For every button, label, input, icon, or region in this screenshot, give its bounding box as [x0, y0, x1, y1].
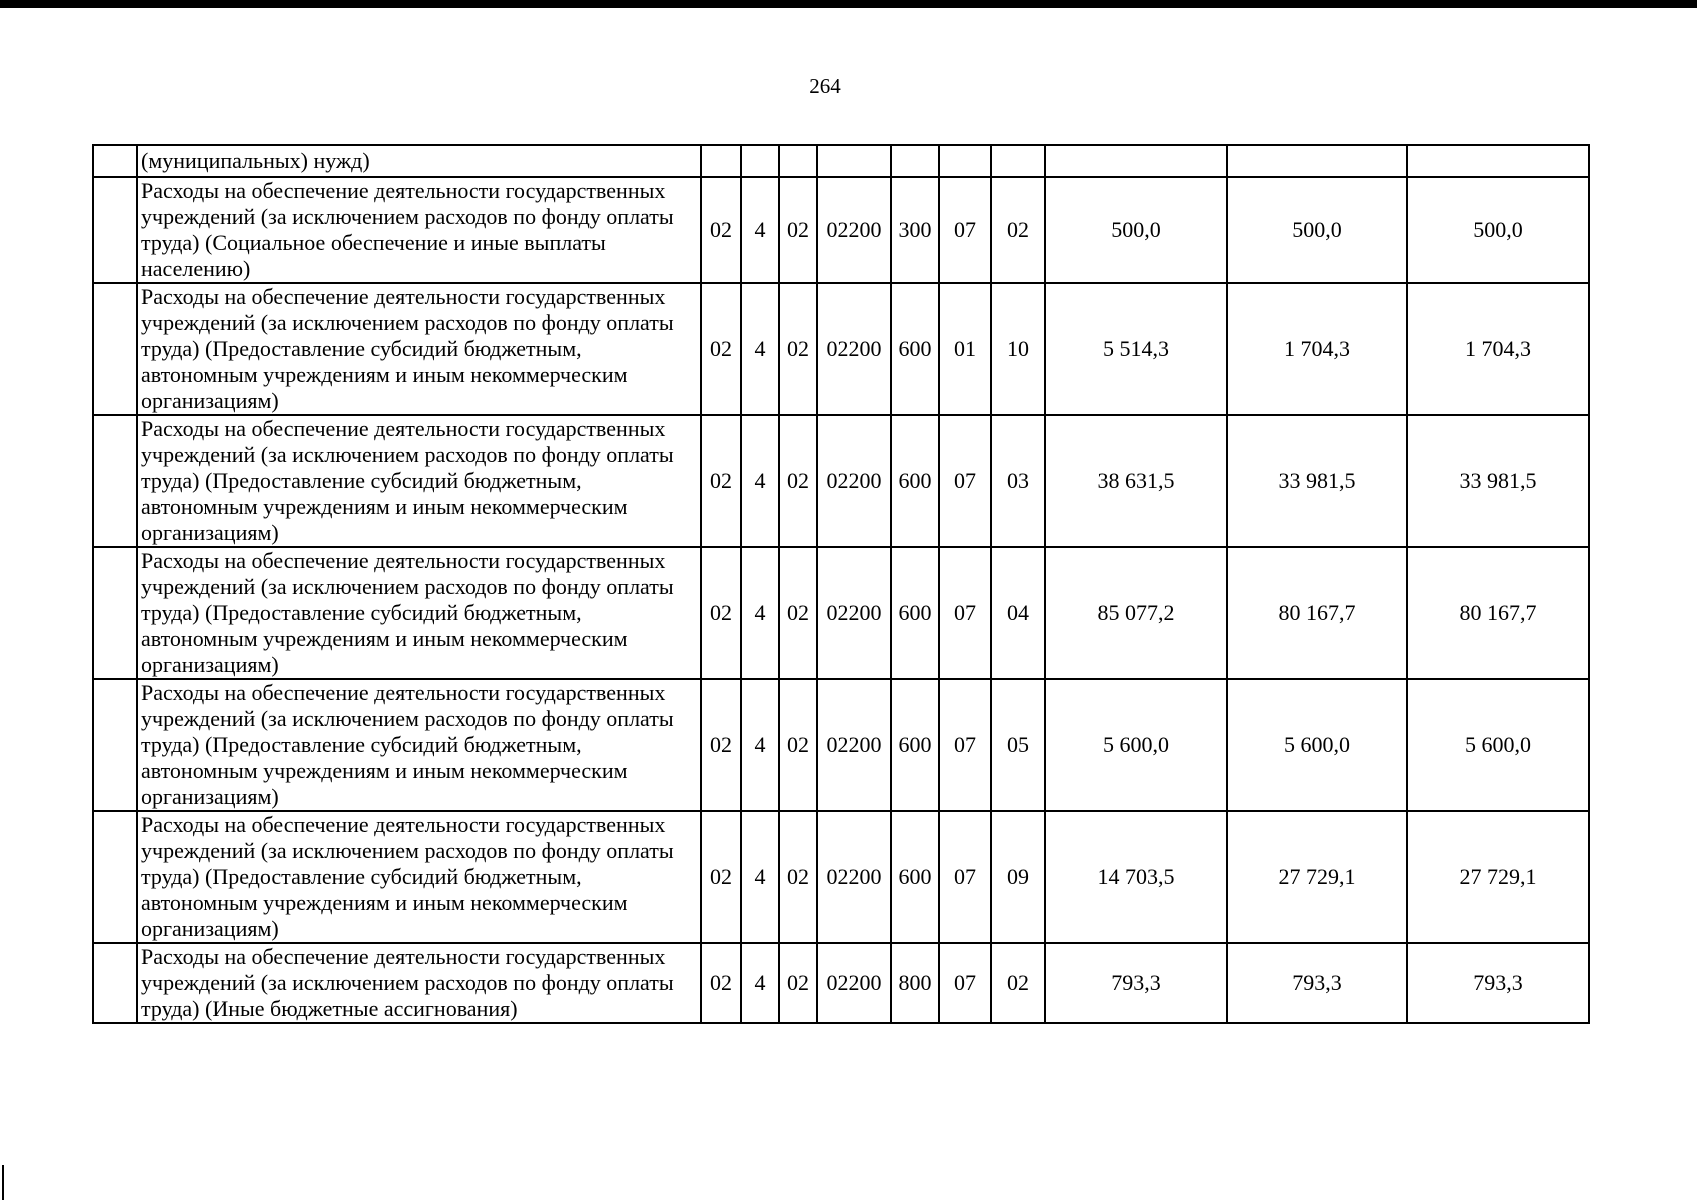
- code-cell: 02: [701, 547, 741, 679]
- row-number-cell: [93, 943, 137, 1023]
- code-cell: 02: [779, 283, 817, 415]
- description-cell: Расходы на обеспечение деятельности государственных учреждений (за исключением расходов по фонду оплаты труда) (Предоставление субсидий бюджетным, автономным учреждениям и иным некоммерческим организациям): [137, 679, 701, 811]
- amount-cell: 85 077,2: [1045, 547, 1227, 679]
- code-cell: [891, 145, 939, 177]
- amount-cell: 14 703,5: [1045, 811, 1227, 943]
- code-cell: 02200: [817, 177, 891, 283]
- description-cell: Расходы на обеспечение деятельности государственных учреждений (за исключением расходов по фонду оплаты труда) (Предоставление субсидий бюджетным, автономным учреждениям и иным некоммерческим организациям): [137, 283, 701, 415]
- code-cell: 07: [939, 177, 991, 283]
- amount-cell: 500,0: [1407, 177, 1589, 283]
- amount-cell: [1045, 145, 1227, 177]
- row-number-cell: [93, 679, 137, 811]
- amount-cell: [1227, 145, 1407, 177]
- code-cell: 600: [891, 679, 939, 811]
- code-cell: 02: [779, 177, 817, 283]
- code-cell: 07: [939, 547, 991, 679]
- budget-table: [92, 144, 1590, 1024]
- code-cell: [701, 145, 741, 177]
- code-cell: 02200: [817, 283, 891, 415]
- code-cell: 02: [779, 943, 817, 1023]
- code-cell: 02: [779, 415, 817, 547]
- code-cell: 300: [891, 177, 939, 283]
- code-cell: 800: [891, 943, 939, 1023]
- code-cell: 02200: [817, 679, 891, 811]
- code-cell: 10: [991, 283, 1045, 415]
- code-cell: 09: [991, 811, 1045, 943]
- amount-cell: 80 167,7: [1227, 547, 1407, 679]
- amount-cell: 27 729,1: [1407, 811, 1589, 943]
- amount-cell: 27 729,1: [1227, 811, 1407, 943]
- code-cell: 02: [701, 811, 741, 943]
- code-cell: 07: [939, 679, 991, 811]
- code-cell: 02: [701, 415, 741, 547]
- code-cell: 4: [741, 547, 779, 679]
- table-body: [93, 145, 1589, 1023]
- description-cell: (муниципальных) нужд): [137, 145, 701, 177]
- code-cell: 07: [939, 943, 991, 1023]
- amount-cell: 5 600,0: [1407, 679, 1589, 811]
- code-cell: 01: [939, 283, 991, 415]
- row-number-cell: [93, 145, 137, 177]
- row-number-cell: [93, 177, 137, 283]
- code-cell: [779, 145, 817, 177]
- table-row: [93, 811, 1589, 943]
- amount-cell: 5 600,0: [1045, 679, 1227, 811]
- row-number-cell: [93, 547, 137, 679]
- page-number: 264: [809, 74, 841, 98]
- code-cell: 4: [741, 811, 779, 943]
- code-cell: 02200: [817, 547, 891, 679]
- amount-cell: 5 514,3: [1045, 283, 1227, 415]
- code-cell: 04: [991, 547, 1045, 679]
- code-cell: 02200: [817, 943, 891, 1023]
- table-row: [93, 283, 1589, 415]
- row-number-cell: [93, 811, 137, 943]
- row-number-cell: [93, 415, 137, 547]
- row-number-cell: [93, 283, 137, 415]
- table-row: [93, 415, 1589, 547]
- code-cell: 02: [701, 177, 741, 283]
- amount-cell: 33 981,5: [1227, 415, 1407, 547]
- code-cell: [991, 145, 1045, 177]
- code-cell: 600: [891, 283, 939, 415]
- code-cell: 4: [741, 943, 779, 1023]
- code-cell: 02: [779, 547, 817, 679]
- scan-margin-mark: [2, 1165, 4, 1200]
- code-cell: 02: [779, 811, 817, 943]
- code-cell: 07: [939, 811, 991, 943]
- amount-cell: 1 704,3: [1407, 283, 1589, 415]
- table-row: [93, 943, 1589, 1023]
- code-cell: 02: [991, 177, 1045, 283]
- amount-cell: 38 631,5: [1045, 415, 1227, 547]
- table-row: [93, 145, 1589, 177]
- code-cell: 4: [741, 177, 779, 283]
- amount-cell: 80 167,7: [1407, 547, 1589, 679]
- code-cell: [741, 145, 779, 177]
- scan-top-border: [0, 0, 1697, 8]
- code-cell: 05: [991, 679, 1045, 811]
- code-cell: [817, 145, 891, 177]
- code-cell: 02: [701, 679, 741, 811]
- code-cell: 07: [939, 415, 991, 547]
- code-cell: 600: [891, 547, 939, 679]
- code-cell: 4: [741, 679, 779, 811]
- code-cell: 4: [741, 283, 779, 415]
- description-cell: Расходы на обеспечение деятельности государственных учреждений (за исключением расходов по фонду оплаты труда) (Предоставление субсидий бюджетным, автономным учреждениям и иным некоммерческим организациям): [137, 811, 701, 943]
- amount-cell: 793,3: [1227, 943, 1407, 1023]
- table-row: [93, 177, 1589, 283]
- amount-cell: 33 981,5: [1407, 415, 1589, 547]
- code-cell: 02200: [817, 811, 891, 943]
- amount-cell: 5 600,0: [1227, 679, 1407, 811]
- description-cell: Расходы на обеспечение деятельности государственных учреждений (за исключением расходов по фонду оплаты труда) (Предоставление субсидий бюджетным, автономным учреждениям и иным некоммерческим организациям): [137, 547, 701, 679]
- table-row: [93, 547, 1589, 679]
- amount-cell: 793,3: [1045, 943, 1227, 1023]
- code-cell: 02200: [817, 415, 891, 547]
- code-cell: 02: [701, 943, 741, 1023]
- code-cell: 600: [891, 415, 939, 547]
- code-cell: 02: [779, 679, 817, 811]
- amount-cell: 1 704,3: [1227, 283, 1407, 415]
- code-cell: 4: [741, 415, 779, 547]
- code-cell: 600: [891, 811, 939, 943]
- code-cell: 03: [991, 415, 1045, 547]
- amount-cell: 500,0: [1045, 177, 1227, 283]
- description-cell: Расходы на обеспечение деятельности государственных учреждений (за исключением расходов по фонду оплаты труда) (Социальное обеспечение и иные выплаты населению): [137, 177, 701, 283]
- description-cell: Расходы на обеспечение деятельности государственных учреждений (за исключением расходов по фонду оплаты труда) (Иные бюджетные ассигнования): [137, 943, 701, 1023]
- table-row: [93, 679, 1589, 811]
- amount-cell: 793,3: [1407, 943, 1589, 1023]
- code-cell: 02: [991, 943, 1045, 1023]
- code-cell: [939, 145, 991, 177]
- amount-cell: [1407, 145, 1589, 177]
- code-cell: 02: [701, 283, 741, 415]
- description-cell: Расходы на обеспечение деятельности государственных учреждений (за исключением расходов по фонду оплаты труда) (Предоставление субсидий бюджетным, автономным учреждениям и иным некоммерческим организациям): [137, 415, 701, 547]
- amount-cell: 500,0: [1227, 177, 1407, 283]
